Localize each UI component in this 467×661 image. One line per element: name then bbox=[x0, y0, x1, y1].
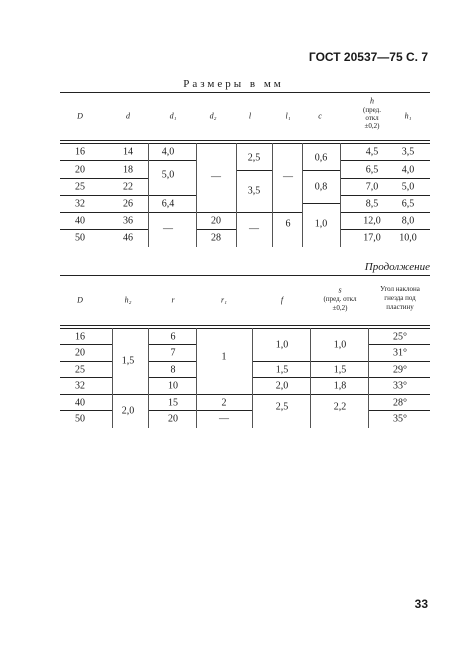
t2-col-header-h2: h₂ bbox=[124, 295, 132, 305]
t1-d-cell: 26 bbox=[123, 198, 133, 210]
t1-c-cell: 0,8 bbox=[314, 181, 328, 193]
t1-c-cell: 0,6 bbox=[314, 152, 328, 164]
col-header-h: h bbox=[370, 96, 374, 106]
page-number: 33 bbox=[414, 597, 428, 611]
t1-h-cell: 12,0 bbox=[363, 215, 381, 227]
t2-r-cell: 10 bbox=[168, 380, 178, 392]
t1-h-cell: 6,5 bbox=[365, 164, 379, 176]
t2-f-cell: 1,5 bbox=[275, 364, 289, 376]
t2-col-header-s: s bbox=[338, 285, 342, 295]
t1-h-cell: 8,5 bbox=[365, 198, 379, 210]
t1-d2-cell: 28 bbox=[211, 232, 221, 244]
s-note-line2: ±0,2) bbox=[332, 304, 348, 313]
col-header-d: d bbox=[126, 111, 130, 121]
t1-D-cell: 32 bbox=[75, 198, 85, 210]
t1-h-cell: 17,0 bbox=[363, 232, 381, 244]
t2-r-cell: 6 bbox=[170, 331, 176, 343]
h-note-line2: откл bbox=[365, 114, 379, 123]
t2-D-cell: 40 bbox=[75, 397, 85, 409]
t2-h2-cell: 2,0 bbox=[121, 405, 135, 417]
t1-D-cell: 20 bbox=[75, 164, 85, 176]
col-header-h1: h₁ bbox=[404, 111, 412, 121]
t1-l-cell: 2,5 bbox=[247, 152, 261, 164]
t1-l-cell: 3,5 bbox=[247, 185, 261, 197]
t1-l1-cell: 6 bbox=[285, 218, 291, 230]
t2-D-cell: 50 bbox=[75, 413, 85, 425]
col-header-d2: d₂ bbox=[209, 111, 217, 121]
t1-d2-cell: — bbox=[211, 171, 221, 183]
t2-s-cell: 1,5 bbox=[333, 364, 347, 376]
col-header-l1: l₁ bbox=[285, 111, 291, 121]
t2-s-cell: 1,8 bbox=[333, 380, 347, 392]
t2-f-cell: 2,5 bbox=[275, 401, 289, 413]
t2-col-header-r1: r₁ bbox=[221, 295, 227, 305]
angle-header-line3: пластину bbox=[386, 303, 414, 312]
t2-D-cell: 32 bbox=[75, 380, 85, 392]
col-header-c: c bbox=[318, 111, 322, 121]
t1-h-cell: 4,5 bbox=[365, 146, 379, 158]
t2-col-header-f: f bbox=[280, 295, 284, 305]
t2-r-cell: 7 bbox=[170, 347, 176, 359]
t1-c-cell: 1,0 bbox=[314, 218, 328, 230]
h-note-line1: (пред. bbox=[363, 106, 381, 115]
t2-s-cell: 1,0 bbox=[333, 339, 347, 351]
t1-D-cell: 40 bbox=[75, 215, 85, 227]
t1-d2-cell: 20 bbox=[211, 215, 221, 227]
t2-f-cell: 2,0 bbox=[275, 380, 289, 392]
t2-angle-cell: 31° bbox=[393, 347, 407, 359]
t2-angle-cell: 28° bbox=[393, 397, 407, 409]
t1-d-cell: 18 bbox=[123, 164, 133, 176]
t1-d1-cell: — bbox=[163, 223, 173, 235]
t2-r1-cell: 1 bbox=[221, 351, 227, 363]
t1-h-cell: 7,0 bbox=[365, 181, 379, 193]
t2-D-cell: 20 bbox=[75, 347, 85, 359]
t2-r-cell: 15 bbox=[168, 397, 178, 409]
t1-d-cell: 14 bbox=[123, 146, 133, 158]
t2-s-cell: 2,2 bbox=[333, 401, 347, 413]
t2-r-cell: 8 bbox=[170, 364, 176, 376]
t1-h1-cell: 8,0 bbox=[401, 215, 415, 227]
table1-caption: Размеры в мм bbox=[183, 78, 284, 90]
t2-r-cell: 20 bbox=[168, 413, 178, 425]
page-header: ГОСТ 20537—75 С. 7 bbox=[308, 50, 428, 64]
angle-header-line1: Угол наклона bbox=[380, 285, 420, 294]
t1-h1-cell: 3,5 bbox=[401, 146, 415, 158]
t1-d-cell: 22 bbox=[123, 181, 133, 193]
table2-caption: Продолжение bbox=[364, 261, 430, 273]
t2-D-cell: 16 bbox=[75, 331, 85, 343]
s-note-line1: (пред. откл bbox=[323, 295, 357, 304]
t1-d-cell: 36 bbox=[123, 215, 133, 227]
t1-d1-cell: 4,0 bbox=[161, 146, 175, 158]
angle-header-line2: гнезда под bbox=[384, 294, 416, 303]
t1-l1-cell: — bbox=[283, 171, 293, 183]
t2-angle-cell: 29° bbox=[393, 364, 407, 376]
t1-D-cell: 25 bbox=[75, 181, 85, 193]
t1-h1-cell: 5,0 bbox=[401, 181, 415, 193]
t1-h1-cell: 10,0 bbox=[399, 232, 417, 244]
col-header-D: D bbox=[77, 111, 83, 121]
t2-f-cell: 1,0 bbox=[275, 339, 289, 351]
t2-D-cell: 25 bbox=[75, 364, 85, 376]
t2-h2-cell: 1,5 bbox=[121, 355, 135, 367]
t2-col-header-r: r bbox=[171, 295, 175, 305]
col-header-l: l bbox=[248, 111, 252, 121]
t2-angle-cell: 33° bbox=[393, 380, 407, 392]
h-note-line3: ±0,2) bbox=[364, 122, 380, 131]
t2-r1-cell: 2 bbox=[221, 397, 227, 409]
t1-d1-cell: 5,0 bbox=[161, 169, 175, 181]
t1-d-cell: 46 bbox=[123, 232, 133, 244]
t2-col-header-D: D bbox=[77, 295, 83, 305]
t1-D-cell: 50 bbox=[75, 232, 85, 244]
t2-angle-cell: 25° bbox=[393, 331, 407, 343]
col-header-d1: d₁ bbox=[169, 111, 177, 121]
t1-h1-cell: 6,5 bbox=[401, 198, 415, 210]
t2-r1-cell: — bbox=[219, 413, 229, 425]
t1-d1-cell: 6,4 bbox=[161, 198, 175, 210]
t1-D-cell: 16 bbox=[75, 146, 85, 158]
t2-angle-cell: 35° bbox=[393, 413, 407, 425]
t1-h1-cell: 4,0 bbox=[401, 164, 415, 176]
t1-l-cell: — bbox=[249, 223, 259, 235]
